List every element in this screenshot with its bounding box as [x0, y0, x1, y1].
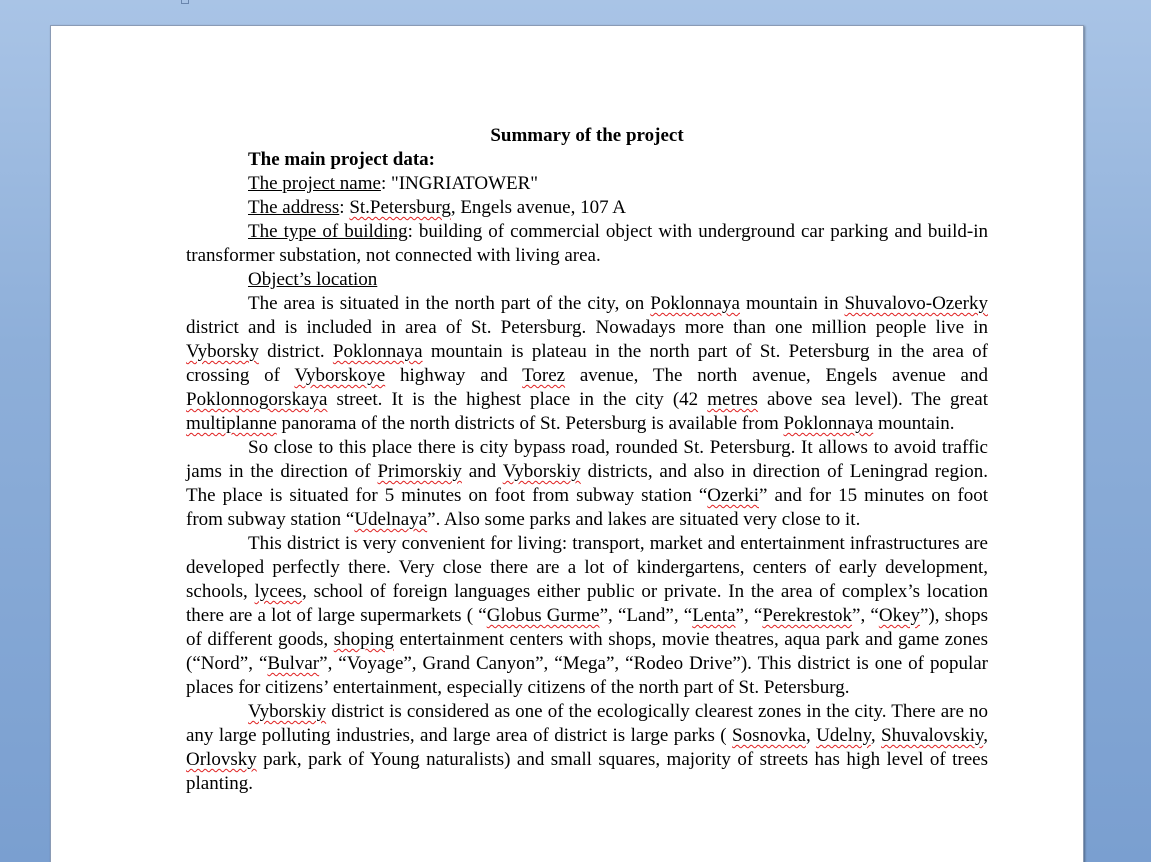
transport-paragraph: So close to this place there is city bypass road, rounded St. Petersburg. It allows to avoid traffic jams in the direction of Primorskiy and Vyborskiy districts, and also in direction of Leningrad region. The place is situated for 5 minutes on foot from subway station “Ozerki” and for 15 minutes on foot from subway station “Udelnaya”. Also some parks and lakes are situated very close to it.	[186, 437, 989, 530]
location-heading: Object’s location	[248, 269, 378, 290]
document-title: Summary of the project	[490, 125, 684, 146]
project-name-line	[186, 172, 988, 196]
address-line: The address: St.Petersburg, Engels avenue, 107 A	[248, 197, 627, 218]
address-label: The address	[248, 197, 340, 218]
ruler-marker	[181, 0, 189, 4]
location-heading-line	[186, 268, 988, 292]
project-name-label: The project name	[248, 173, 381, 194]
document-body[interactable]	[186, 124, 988, 796]
building-type-label: The type of building	[248, 221, 408, 242]
main-data-heading: The main project data:	[248, 149, 435, 170]
address-city: St.Petersburg	[349, 197, 451, 218]
ecology-paragraph: Vyborskiy district is considered as one of the ecologically clearest zones in the city. There are no any large polluting industries, and large area of district is large parks ( Sosnovka, Udelny, Shuvalovskiy, Orlovsky park, park of Young naturalists) and small squares, majority of streets has high level of trees planting.	[186, 701, 988, 794]
building-type-value: : building of commercial object with underground car parking and build-in transformer substation, not connected with living area.	[186, 221, 988, 266]
building-type-paragraph	[186, 220, 988, 268]
document-page[interactable]	[50, 25, 1084, 862]
location-paragraph: The area is situated in the north part of the city, on Poklonnaya mountain in Shuvalovo-Ozerky district and is included in area of St. Petersburg. Nowadays more than one million people live in Vyborsky district. Poklonnaya mountain is plateau in the north part of St. Petersburg in the area of crossing of Vyborskoye highway and Torez avenue, The north avenue, Engels avenue and Poklonnogorskaya street. It is the highest place in the city (42 metres above sea level). The great multiplanne panorama of the north districts of St. Petersburg is available from Poklonnaya mountain.	[186, 293, 988, 434]
infrastructure-paragraph: This district is very convenient for living: transport, market and entertainment infrastructures are developed perfectly there. Very close there are a lot of kindergartens, centers of early development, schools, lycees, school of foreign languages either public or private. In the area of complex’s location there are a lot of large supermarkets ( “Globus Gurme”, “Land”, “Lenta”, “Perekrestok”, “Okey”), shops of different goods, shoping entertainment centers with shops, movie theatres, aqua park and game zones (“Nord”, “Bulvar”, “Voyage”, Grand Canyon”, “Mega”, “Rodeo Drive”). This district is one of popular places for citizens’ entertainment, especially citizens of the north part of St. Petersburg.	[186, 533, 988, 698]
address-value: , Engels avenue, 107 A	[450, 197, 627, 218]
project-name-value: : "INGRIATOWER"	[380, 173, 539, 194]
